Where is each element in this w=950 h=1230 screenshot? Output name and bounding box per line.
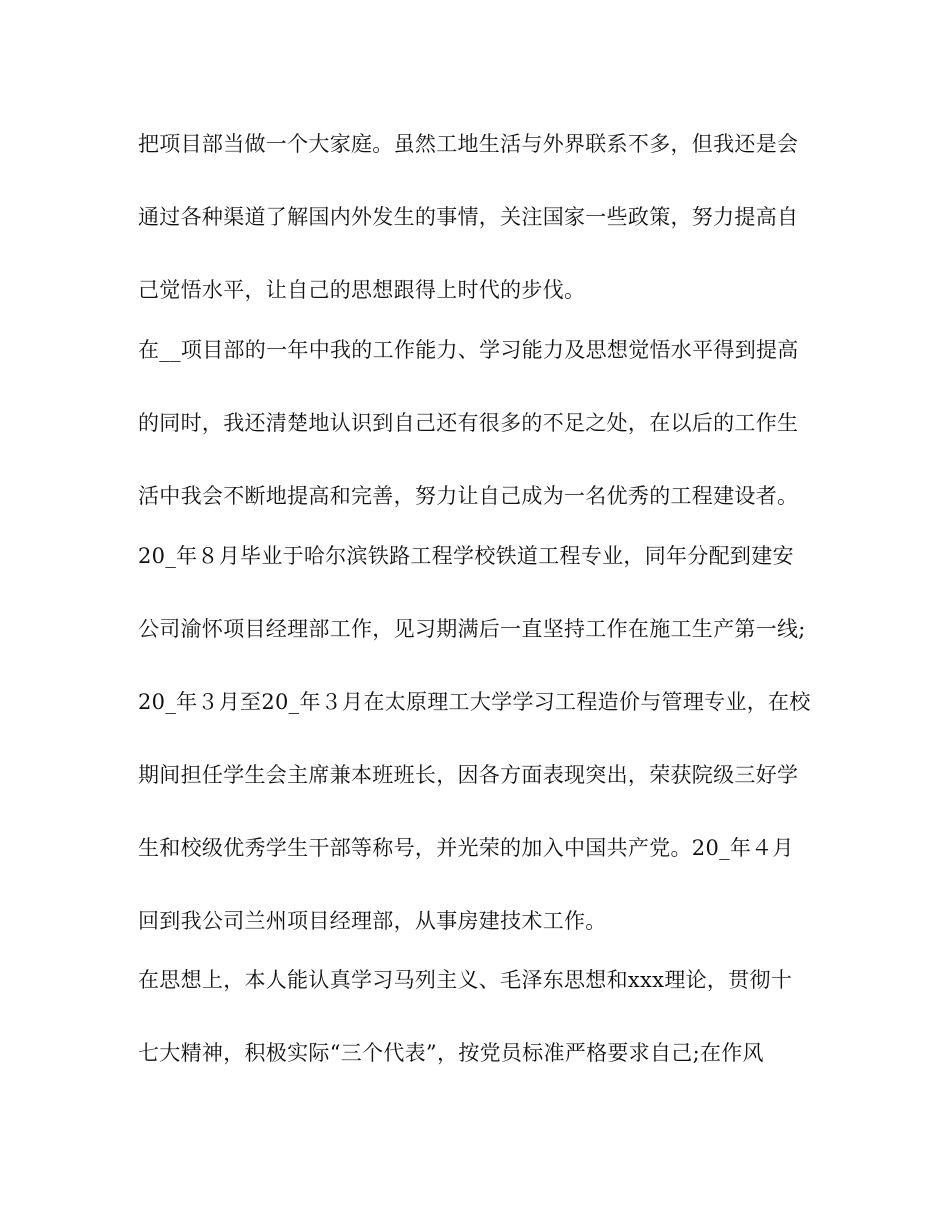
- text-line: 回到我公司兰州项目经理部，从事房建技术工作。: [138, 909, 607, 933]
- text-line: 通过各种渠道了解国内外发生的事情，关注国家一些政策，努力提高自: [138, 205, 799, 229]
- text-line: 期间担任学生会主席兼本班班长，因各方面表现突出，荣获院级三好学: [138, 763, 799, 787]
- text-line: 把项目部当做一个大家庭。虽然工地生活与外界联系不多，但我还是会: [138, 132, 799, 156]
- text-line: 在__项目部的一年中我的工作能力、学习能力及思想觉悟水平得到提高: [138, 338, 799, 362]
- text-line: 20_年８月毕业于哈尔滨铁路工程学校铁道工程专业，同年分配到建安: [138, 544, 794, 568]
- text-line: 活中我会不断地提高和完善，努力让自己成为一名优秀的工程建设者。: [138, 484, 799, 508]
- text-line: 的同时，我还清楚地认识到自己还有很多的不足之处，在以后的工作生: [138, 411, 799, 435]
- text-line: 20_年３月至20_年３月在太原理工大学学习工程造价与管理专业，在校: [138, 690, 811, 714]
- text-line: 公司渝怀项目经理部工作，见习期满后一直坚持工作在施工生产第一线;: [138, 617, 806, 641]
- text-line: 在思想上，本人能认真学习马列主义、毛泽东思想和xxx理论，贯彻十: [138, 968, 793, 992]
- text-line: 七大精神，积极实际“三个代表”，按党员标准严格要求自己;在作风: [138, 1041, 764, 1065]
- text-line: 己觉悟水平，让自己的思想跟得上时代的步伐。: [138, 278, 586, 302]
- text-line: 生和校级优秀学生干部等称号，并光荣的加入中国共产党。20_年４月: [138, 836, 794, 860]
